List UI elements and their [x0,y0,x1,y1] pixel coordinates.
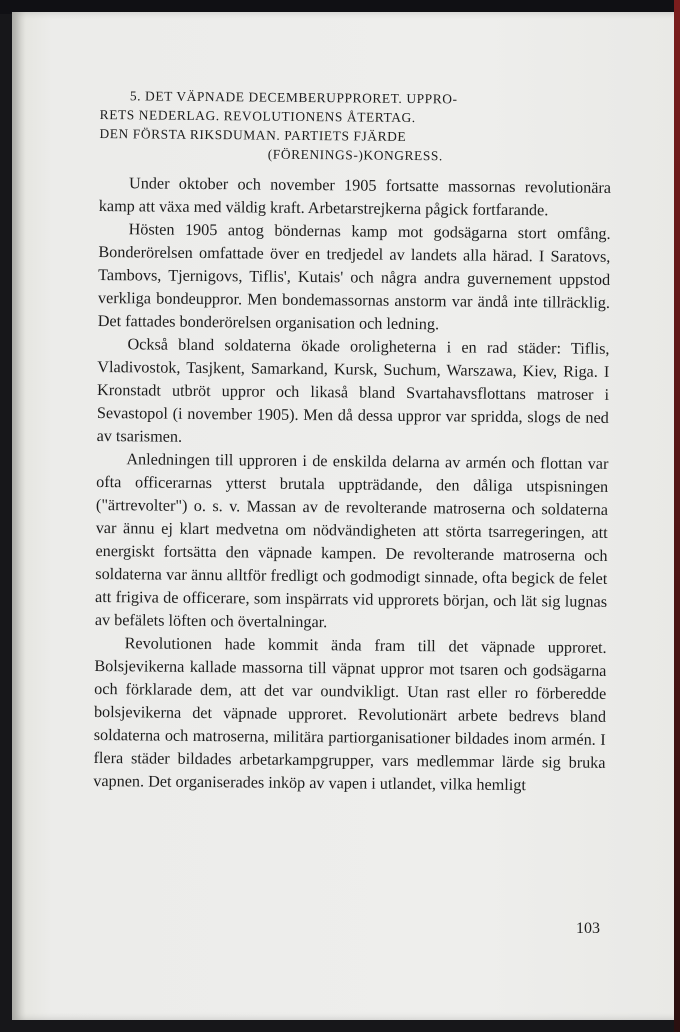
paragraph: Anledningen till upproren i de enskilda delarna av armén och flottan var ofta officerarnas ytterst brutala uppträdande, den dåliga utspisningen ("ärtrevolter") o. s. v. Massan av de revolterande matroserna och soldaterna var ännu ej klart medvetna om nödvändigheten att störta tsarregeringen, att energiskt fortsätta den väpnade kampen. De revolterande matroserna och soldaterna var ännu alltför fredligt och godmodigt sinnade, ofta begick de felet att frigiva de officerare, som inspärrats vid upprorets början, och lät sig lugnas av befälets löften och övertalningar. [94,450,609,632]
chapter-heading-line: (FÖRENINGS-)KONGRESS. [267,146,443,164]
body-text [93,172,611,798]
chapter-heading-line: 5. DET VÄPNADE DECEMBERUPPRORET. UPPRO- [129,88,458,107]
chapter-heading-line: RETS NEDERLAG. REVOLUTIONENS ÅTERTAG. [99,106,416,126]
book-cover-edge [674,0,680,1032]
page-number: 103 [576,920,600,937]
paragraph: Revolutionen hade kommit ända fram till det väpnade upproret. Bolsjevikerna kallade massorna till väpnat uppror mot tsaren och godsägarna och förklarade dem, att det var oundvikligt. Utan rast eller ro förberedde bolsjevikerna det väpnade upproret. Revolutionärt arbete bedrevs bland soldaterna och matroserna, militära partiorganisationer bildades inom armén. I flera städer bildades arbetarkampgrupper, vars medlemmar lärde sig bruka vapnen. Det organiserades inköp av vapen i utlandet, vilka hemligt [93,634,607,795]
paragraph: Hösten 1905 antog böndernas kamp mot godsägarna stort omfång. Bonderörelsen omfattade över en tredjedel av landets alla härad. I Saratovs, Tambovs, Tjernigovs, Tiflis', Kutais' och några andra guvernement uppstod verkliga bondeuppror. Men bondemassornas anstorm var ändå inte tillräcklig. Det fattades bonderörelsen organisation och ledning. [97,220,611,334]
page-content [93,86,612,798]
chapter-heading-line: DEN FÖRSTA RIKSDUMAN. PARTIETS FJÄRDE [99,125,407,144]
book-page [12,12,676,1020]
paragraph: Också bland soldaterna ökade oroligheterna i en rad städer: Tiflis, Vladivostok, Tasjkent, Samarkand, Kursk, Suchum, Warszawa, Kiev, Riga. I Kronstadt utbröt uppror och likaså bland Svartahavsflottans matroser i Sevastopol (i november 1905). Men då dessa uppror var spridda, slogs de ned av tsarismen. [96,335,610,446]
chapter-heading [99,86,612,167]
paragraph: Under oktober och november 1905 fortsatte massornas revolutionära kamp att växa med väldig kraft. Arbetarstrejkerna pågick fortfarande. [98,174,612,220]
